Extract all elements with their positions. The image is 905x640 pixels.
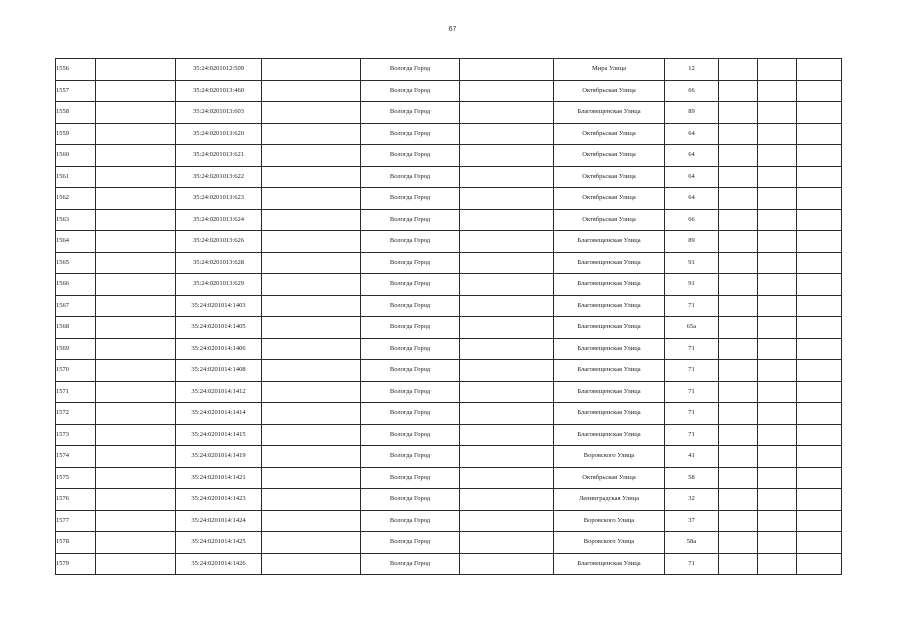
empty-cell (96, 553, 176, 575)
table-row (56, 446, 842, 468)
row-number-cell: 1567 (56, 295, 96, 317)
empty-cell (460, 446, 554, 468)
house-number-cell: 66 (665, 80, 719, 102)
table-row (56, 424, 842, 446)
empty-cell (797, 553, 842, 575)
empty-cell (758, 59, 797, 81)
empty-cell (797, 145, 842, 167)
empty-cell (460, 424, 554, 446)
empty-cell (758, 403, 797, 425)
cadastral-number-cell: 35:24:0201014:1408 (176, 360, 262, 382)
empty-cell (758, 209, 797, 231)
empty-cell (797, 403, 842, 425)
empty-cell (262, 231, 361, 253)
empty-cell (719, 59, 758, 81)
empty-cell (262, 360, 361, 382)
table-row (56, 553, 842, 575)
house-number-cell: 71 (665, 381, 719, 403)
empty-cell (262, 145, 361, 167)
cadastral-number-cell: 35:24:0201014:1414 (176, 403, 262, 425)
registry-table-body (56, 59, 842, 575)
row-number-cell: 1557 (56, 80, 96, 102)
empty-cell (460, 338, 554, 360)
empty-cell (262, 532, 361, 554)
row-number-cell: 1564 (56, 231, 96, 253)
empty-cell (460, 381, 554, 403)
empty-cell (758, 338, 797, 360)
empty-cell (758, 489, 797, 511)
empty-cell (758, 295, 797, 317)
city-cell: Вологда Город (361, 424, 460, 446)
empty-cell (262, 424, 361, 446)
city-cell: Вологда Город (361, 231, 460, 253)
empty-cell (719, 252, 758, 274)
empty-cell (262, 317, 361, 339)
cadastral-number-cell: 35:24:0201014:1424 (176, 510, 262, 532)
street-cell: Благовещенская Улица (554, 274, 665, 296)
city-cell: Вологда Город (361, 360, 460, 382)
empty-cell (96, 274, 176, 296)
empty-cell (797, 231, 842, 253)
empty-cell (96, 188, 176, 210)
cadastral-number-cell: 35:24:0201012:509 (176, 59, 262, 81)
empty-cell (262, 510, 361, 532)
empty-cell (719, 123, 758, 145)
empty-cell (797, 424, 842, 446)
empty-cell (262, 209, 361, 231)
table-row (56, 102, 842, 124)
cadastral-number-cell: 35:24:0201014:1403 (176, 295, 262, 317)
empty-cell (797, 102, 842, 124)
city-cell: Вологда Город (361, 145, 460, 167)
table-row (56, 252, 842, 274)
empty-cell (758, 381, 797, 403)
row-number-cell: 1570 (56, 360, 96, 382)
empty-cell (96, 80, 176, 102)
house-number-cell: 65а (665, 317, 719, 339)
table-row (56, 231, 842, 253)
row-number-cell: 1560 (56, 145, 96, 167)
table-row (56, 59, 842, 81)
empty-cell (96, 123, 176, 145)
cadastral-number-cell: 35:24:0201013:460 (176, 80, 262, 102)
house-number-cell: 41 (665, 446, 719, 468)
empty-cell (758, 424, 797, 446)
cadastral-number-cell: 35:24:0201014:1406 (176, 338, 262, 360)
row-number-cell: 1568 (56, 317, 96, 339)
table-row (56, 123, 842, 145)
empty-cell (719, 510, 758, 532)
city-cell: Вологда Город (361, 209, 460, 231)
empty-cell (758, 252, 797, 274)
cadastral-number-cell: 35:24:0201014:1419 (176, 446, 262, 468)
row-number-cell: 1556 (56, 59, 96, 81)
empty-cell (758, 188, 797, 210)
empty-cell (719, 446, 758, 468)
street-cell: Октябрьская Улица (554, 145, 665, 167)
empty-cell (719, 338, 758, 360)
empty-cell (797, 446, 842, 468)
house-number-cell: 89 (665, 231, 719, 253)
empty-cell (262, 446, 361, 468)
empty-cell (719, 188, 758, 210)
house-number-cell: 64 (665, 188, 719, 210)
empty-cell (96, 489, 176, 511)
house-number-cell: 37 (665, 510, 719, 532)
empty-cell (460, 553, 554, 575)
cadastral-number-cell: 35:24:0201013:626 (176, 231, 262, 253)
empty-cell (719, 553, 758, 575)
cadastral-number-cell: 35:24:0201013:620 (176, 123, 262, 145)
empty-cell (719, 489, 758, 511)
city-cell: Вологда Город (361, 403, 460, 425)
empty-cell (262, 295, 361, 317)
city-cell: Вологда Город (361, 188, 460, 210)
table-row (56, 338, 842, 360)
city-cell: Вологда Город (361, 467, 460, 489)
street-cell: Октябрьская Улица (554, 123, 665, 145)
table-row (56, 80, 842, 102)
empty-cell (96, 145, 176, 167)
row-number-cell: 1562 (56, 188, 96, 210)
row-number-cell: 1579 (56, 553, 96, 575)
empty-cell (758, 123, 797, 145)
row-number-cell: 1574 (56, 446, 96, 468)
city-cell: Вологда Город (361, 489, 460, 511)
street-cell: Октябрьская Улица (554, 467, 665, 489)
empty-cell (460, 467, 554, 489)
house-number-cell: 71 (665, 338, 719, 360)
empty-cell (758, 102, 797, 124)
table-row (56, 188, 842, 210)
empty-cell (719, 317, 758, 339)
table-row (56, 166, 842, 188)
empty-cell (96, 510, 176, 532)
empty-cell (262, 80, 361, 102)
cadastral-number-cell: 35:24:0201014:1421 (176, 467, 262, 489)
empty-cell (758, 467, 797, 489)
empty-cell (797, 338, 842, 360)
empty-cell (96, 295, 176, 317)
empty-cell (758, 360, 797, 382)
table-row (56, 381, 842, 403)
empty-cell (460, 166, 554, 188)
empty-cell (758, 532, 797, 554)
empty-cell (460, 532, 554, 554)
empty-cell (460, 360, 554, 382)
table-row (56, 510, 842, 532)
table-row (56, 532, 842, 554)
table-row (56, 360, 842, 382)
empty-cell (797, 467, 842, 489)
table-row (56, 145, 842, 167)
empty-cell (758, 553, 797, 575)
street-cell: Благовещенская Улица (554, 295, 665, 317)
street-cell: Воровского Улица (554, 510, 665, 532)
empty-cell (96, 317, 176, 339)
city-cell: Вологда Город (361, 102, 460, 124)
cadastral-number-cell: 35:24:0201013:622 (176, 166, 262, 188)
empty-cell (797, 252, 842, 274)
cadastral-number-cell: 35:24:0201013:623 (176, 188, 262, 210)
table-row (56, 403, 842, 425)
street-cell: Благовещенская Улица (554, 360, 665, 382)
empty-cell (719, 209, 758, 231)
empty-cell (797, 80, 842, 102)
empty-cell (96, 166, 176, 188)
cadastral-number-cell: 35:24:0201014:1412 (176, 381, 262, 403)
empty-cell (460, 295, 554, 317)
empty-cell (797, 489, 842, 511)
empty-cell (758, 317, 797, 339)
row-number-cell: 1565 (56, 252, 96, 274)
house-number-cell: 71 (665, 295, 719, 317)
house-number-cell: 12 (665, 59, 719, 81)
empty-cell (460, 80, 554, 102)
house-number-cell: 71 (665, 553, 719, 575)
city-cell: Вологда Город (361, 252, 460, 274)
empty-cell (719, 532, 758, 554)
cadastral-number-cell: 35:24:0201014:1405 (176, 317, 262, 339)
empty-cell (96, 381, 176, 403)
row-number-cell: 1573 (56, 424, 96, 446)
street-cell: Воровского Улица (554, 446, 665, 468)
row-number-cell: 1566 (56, 274, 96, 296)
house-number-cell: 58а (665, 532, 719, 554)
empty-cell (460, 317, 554, 339)
house-number-cell: 89 (665, 102, 719, 124)
table-row (56, 295, 842, 317)
empty-cell (96, 403, 176, 425)
empty-cell (758, 231, 797, 253)
house-number-cell: 91 (665, 252, 719, 274)
empty-cell (262, 166, 361, 188)
page-number: 67 (448, 26, 457, 33)
house-number-cell: 66 (665, 209, 719, 231)
table-row (56, 467, 842, 489)
empty-cell (758, 166, 797, 188)
empty-cell (719, 102, 758, 124)
table-row (56, 209, 842, 231)
empty-cell (460, 403, 554, 425)
street-cell: Благовещенская Улица (554, 424, 665, 446)
cadastral-number-cell: 35:24:0201013:624 (176, 209, 262, 231)
city-cell: Вологда Город (361, 553, 460, 575)
cadastral-number-cell: 35:24:0201014:1425 (176, 532, 262, 554)
empty-cell (96, 467, 176, 489)
empty-cell (96, 360, 176, 382)
city-cell: Вологда Город (361, 123, 460, 145)
city-cell: Вологда Город (361, 59, 460, 81)
cadastral-number-cell: 35:24:0201013:621 (176, 145, 262, 167)
empty-cell (797, 532, 842, 554)
cadastral-number-cell: 35:24:0201013:628 (176, 252, 262, 274)
house-number-cell: 64 (665, 145, 719, 167)
empty-cell (96, 532, 176, 554)
row-number-cell: 1577 (56, 510, 96, 532)
empty-cell (797, 123, 842, 145)
empty-cell (262, 553, 361, 575)
house-number-cell: 71 (665, 403, 719, 425)
street-cell: Благовещенская Улица (554, 338, 665, 360)
city-cell: Вологда Город (361, 381, 460, 403)
street-cell: Благовещенская Улица (554, 317, 665, 339)
empty-cell (719, 424, 758, 446)
empty-cell (96, 252, 176, 274)
empty-cell (262, 123, 361, 145)
street-cell: Благовещенская Улица (554, 102, 665, 124)
table-row (56, 317, 842, 339)
cadastral-number-cell: 35:24:0201013:603 (176, 102, 262, 124)
empty-cell (460, 209, 554, 231)
empty-cell (460, 489, 554, 511)
cadastral-number-cell: 35:24:0201014:1426 (176, 553, 262, 575)
empty-cell (262, 188, 361, 210)
row-number-cell: 1558 (56, 102, 96, 124)
row-number-cell: 1571 (56, 381, 96, 403)
empty-cell (797, 209, 842, 231)
empty-cell (262, 489, 361, 511)
street-cell: Благовещенская Улица (554, 403, 665, 425)
empty-cell (719, 403, 758, 425)
row-number-cell: 1578 (56, 532, 96, 554)
cadastral-number-cell: 35:24:0201014:1415 (176, 424, 262, 446)
empty-cell (797, 381, 842, 403)
empty-cell (262, 338, 361, 360)
row-number-cell: 1569 (56, 338, 96, 360)
row-number-cell: 1576 (56, 489, 96, 511)
city-cell: Вологда Город (361, 295, 460, 317)
street-cell: Благовещенская Улица (554, 231, 665, 253)
empty-cell (719, 467, 758, 489)
empty-cell (758, 80, 797, 102)
empty-cell (797, 360, 842, 382)
empty-cell (758, 145, 797, 167)
city-cell: Вологда Город (361, 166, 460, 188)
house-number-cell: 91 (665, 274, 719, 296)
empty-cell (460, 123, 554, 145)
empty-cell (719, 274, 758, 296)
empty-cell (797, 295, 842, 317)
empty-cell (262, 381, 361, 403)
empty-cell (96, 59, 176, 81)
city-cell: Вологда Город (361, 274, 460, 296)
row-number-cell: 1572 (56, 403, 96, 425)
street-cell: Октябрьская Улица (554, 166, 665, 188)
empty-cell (797, 510, 842, 532)
empty-cell (797, 274, 842, 296)
empty-cell (719, 80, 758, 102)
city-cell: Вологда Город (361, 446, 460, 468)
empty-cell (719, 166, 758, 188)
empty-cell (460, 252, 554, 274)
house-number-cell: 32 (665, 489, 719, 511)
row-number-cell: 1559 (56, 123, 96, 145)
table-row (56, 489, 842, 511)
empty-cell (96, 102, 176, 124)
empty-cell (460, 59, 554, 81)
empty-cell (797, 59, 842, 81)
registry-table (55, 58, 842, 575)
empty-cell (797, 166, 842, 188)
city-cell: Вологда Город (361, 532, 460, 554)
street-cell: Благовещенская Улица (554, 553, 665, 575)
street-cell: Благовещенская Улица (554, 252, 665, 274)
house-number-cell: 58 (665, 467, 719, 489)
empty-cell (96, 338, 176, 360)
empty-cell (758, 510, 797, 532)
empty-cell (96, 209, 176, 231)
city-cell: Вологда Город (361, 317, 460, 339)
street-cell: Мира Улица (554, 59, 665, 81)
empty-cell (719, 145, 758, 167)
empty-cell (460, 510, 554, 532)
empty-cell (262, 467, 361, 489)
street-cell: Октябрьская Улица (554, 209, 665, 231)
street-cell: Воровского Улица (554, 532, 665, 554)
street-cell: Ленинградская Улица (554, 489, 665, 511)
empty-cell (719, 360, 758, 382)
row-number-cell: 1563 (56, 209, 96, 231)
city-cell: Вологда Город (361, 338, 460, 360)
house-number-cell: 71 (665, 360, 719, 382)
empty-cell (719, 231, 758, 253)
house-number-cell: 71 (665, 424, 719, 446)
street-cell: Октябрьская Улица (554, 188, 665, 210)
empty-cell (96, 446, 176, 468)
empty-cell (797, 188, 842, 210)
empty-cell (96, 231, 176, 253)
empty-cell (460, 145, 554, 167)
house-number-cell: 64 (665, 123, 719, 145)
empty-cell (758, 274, 797, 296)
empty-cell (460, 102, 554, 124)
empty-cell (797, 317, 842, 339)
empty-cell (460, 188, 554, 210)
cadastral-number-cell: 35:24:0201013:629 (176, 274, 262, 296)
empty-cell (96, 424, 176, 446)
empty-cell (262, 59, 361, 81)
house-number-cell: 64 (665, 166, 719, 188)
empty-cell (719, 381, 758, 403)
empty-cell (262, 252, 361, 274)
row-number-cell: 1561 (56, 166, 96, 188)
cadastral-number-cell: 35:24:0201014:1423 (176, 489, 262, 511)
table-row (56, 274, 842, 296)
street-cell: Октябрьская Улица (554, 80, 665, 102)
empty-cell (719, 295, 758, 317)
empty-cell (758, 446, 797, 468)
empty-cell (460, 231, 554, 253)
empty-cell (262, 403, 361, 425)
empty-cell (460, 274, 554, 296)
row-number-cell: 1575 (56, 467, 96, 489)
city-cell: Вологда Город (361, 80, 460, 102)
city-cell: Вологда Город (361, 510, 460, 532)
empty-cell (262, 102, 361, 124)
empty-cell (262, 274, 361, 296)
street-cell: Благовещенская Улица (554, 381, 665, 403)
